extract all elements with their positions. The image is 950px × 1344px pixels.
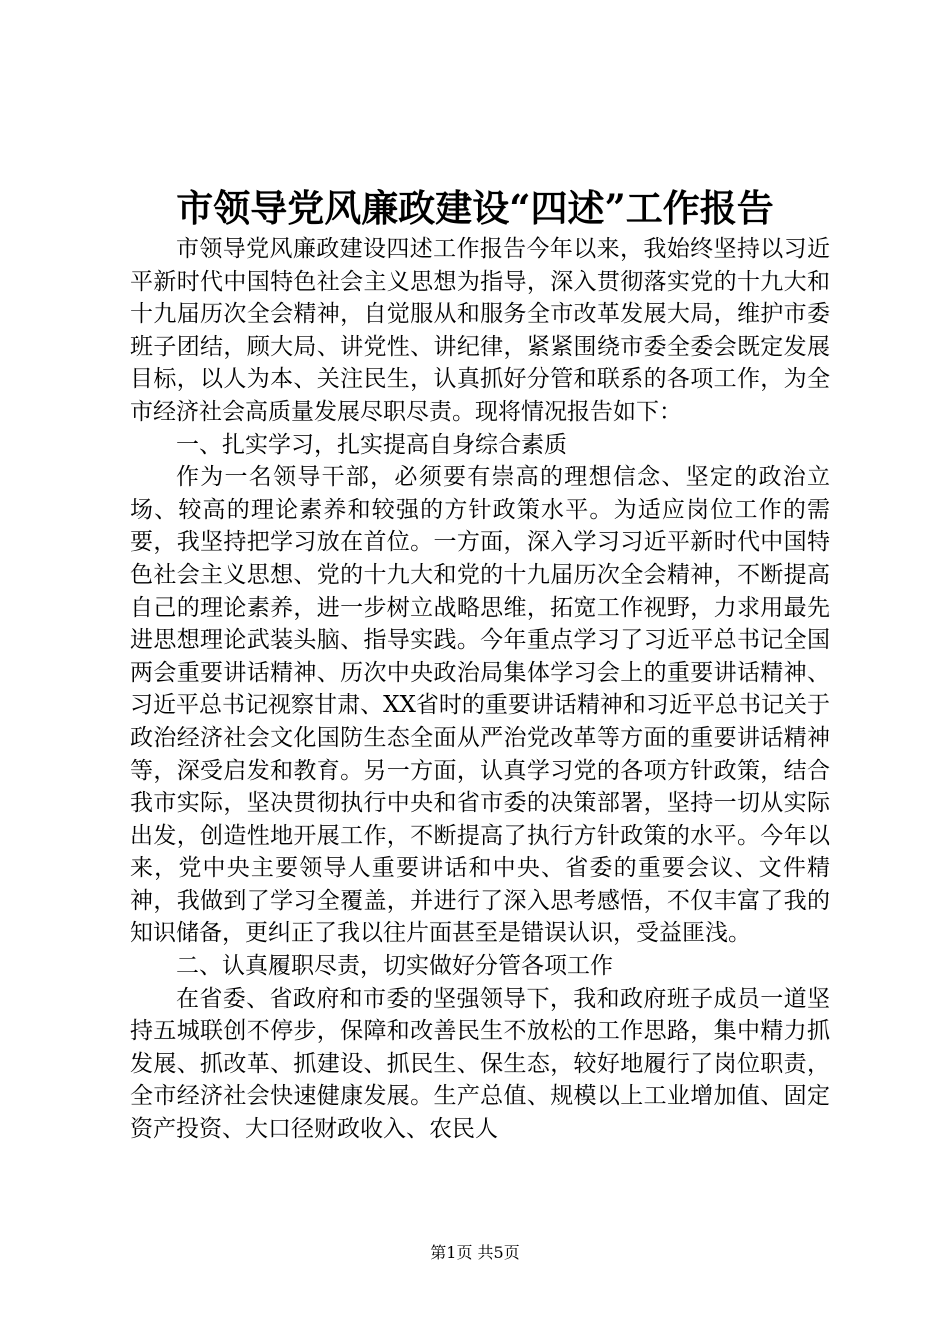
page-number-footer: 第1页 共5页 (430, 1243, 520, 1262)
section-2-paragraph: 在省委、省政府和市委的坚强领导下，我和政府班子成员一道坚持五城联创不停步，保障和改善民生不放松的工作思路，集中精力抓发展、抓改革、抓建设、抓民生、保生态，较好地履行了岗位职责，全市经济社会快速健康发展。生产总值、规模以上工业增加值、固定资产投资、大口径财政收入、农民人 (130, 985, 830, 1143)
intro-paragraph: 市领导党风廉政建设四述工作报告今年以来，我始终坚持以习近平新时代中国特色社会主义思想为指导，深入贯彻落实党的十九大和十九届历次全会精神，自觉服从和服务全市改革发展大局，维护市委班子团结，顾大局、讲党性、讲纪律，紧紧围绕市委全委会既定发展目标，以人为本、关注民生，认真抓好分管和联系的各项工作，为全市经济社会高质量发展尽职尽责。现将情况报告如下： (130, 236, 830, 425)
document-body (130, 233, 830, 1146)
section-1-paragraph: 作为一名领导干部，必须要有崇高的理想信念、坚定的政治立场、较高的理论素养和较强的方针政策水平。为适应岗位工作的需要，我坚持把学习放在首位。一方面，深入学习习近平新时代中国特色社会主义思想、党的十九大和党的十九届历次全会精神，不断提高自己的理论素养，进一步树立战略思维，拓宽工作视野，力求用最先进思想理论武装头脑、指导实践。今年重点学习了习近平总书记全国两会重要讲话精神、历次中央政治局集体学习会上的重要讲话精神、习近平总书记视察甘肃、XX省时的重要讲话精神和习近平总书记关于政治经济社会文化国防生态全面从严治党改革等方面的重要讲话精神等，深受启发和教育。另一方面，认真学习党的各项方针政策，结合我市实际，坚决贯彻执行中央和省市委的决策部署，坚持一切从实际出发，创造性地开展工作，不断提高了执行方针政策的水平。今年以来，党中央主要领导人重要讲话和中央、省委的重要会议、文件精神，我做到了学习全覆盖，并进行了深入思考感悟，不仅丰富了我的知识储备，更纠正了我以往片面甚至是错误认识，受益匪浅。 (130, 464, 830, 947)
document-title: 市领导党风廉政建设“四述”工作报告 (176, 186, 774, 230)
section-heading-2: 二、认真履职尽责，切实做好分管各项工作 (176, 953, 613, 980)
section-heading-1: 一、扎实学习，扎实提高自身综合素质 (176, 431, 567, 458)
